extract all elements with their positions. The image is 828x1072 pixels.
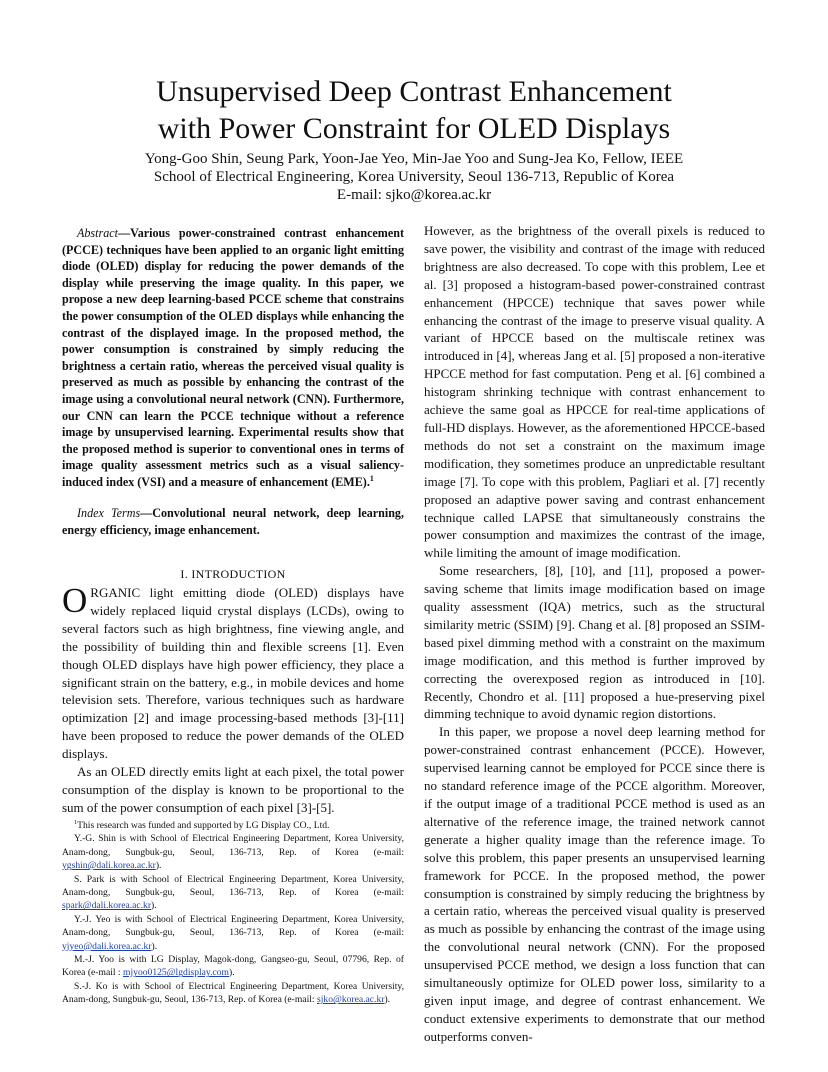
footnote-6-email-link[interactable]: sjko@korea.ac.kr	[317, 994, 385, 1006]
footnote-6-text: S.-J. Ko is with School of Electrical Engineering Department, Korea University, Anam-dong, Sungbuk-gu, Seoul, 136-713, Rep. of Korea (e-mail:	[62, 980, 404, 1006]
drop-cap: O	[62, 581, 88, 620]
index-terms-text: —Convolutional neural network, deep learning, energy efficiency, image enhancement.	[62, 506, 404, 537]
footnote-4-text: Y.-J. Yeo is with School of Electrical Engineering Department, Korea University, Anam-dong, Sungbuk-gu, Seoul, 136-713, Rep. of Korea (e-mail:	[62, 913, 404, 939]
section-heading-introduction: I. INTRODUCTION	[180, 567, 286, 581]
footnote-5-text: M.-J. Yoo is with LG Display, Magok-dong, Gangseo-gu, Seoul, 07796, Rep. of Korea (e-mail :	[62, 954, 404, 979]
footnote-1-mark: 1	[74, 818, 78, 826]
intro-paragraph-1	[62, 581, 404, 763]
introduction-body	[62, 581, 404, 817]
abstract-text: —Various power-constrained contrast enhancement (PCCE) techniques have been applied to an organic light emitting diode (OLED) display for reducing the power demands of the display while preserving the image quality. In this paper, we propose a new deep learning-based PCCE scheme that constrains the power consumption of the OLED displays while enhancing the contrast of the displayed image. In the proposed method, the power consumption is constrained by simply reducing the brightness a certain ratio, whereas the perceived visual quality is preserved as much as possible by enhancing the contrast of the image using a convolutional neural network (CNN). Furthermore, our CNN can learn the PCCE technique without a reference image by unsupervised learning. Experimental results show that the proposed method is superior to conventional ones in terms of image quality assessment metrics such as a visual saliency-induced index (VSI) and a measure of enhancement (EME).	[62, 226, 404, 489]
intro-paragraph-2: As an OLED directly emits light at each pixel, the total power consumption of the display is known to be proportional to the sum of the power consumption of each pixel [3]-[5].	[62, 764, 404, 815]
footnote-2-email-link[interactable]: ygshin@dali.korea.ac.kr	[62, 860, 156, 872]
index-terms	[62, 505, 404, 538]
paper-title-line-2: with Power Constraint for OLED Displays	[157, 112, 671, 145]
footnote-5-email-link[interactable]: mjyoo0125@lgdisplay.com	[123, 967, 230, 979]
footnote-2: Y.-G. Shin is with School of Electrical Engineering Department, Korea University, Anam-dong, Sungbuk-gu, Seoul, 136-713, Rep. of Korea (e-mail: ygshin@dali.korea.ac.kr).	[62, 833, 404, 872]
right-paragraph-2: Some researchers, [8], [10], and [11], proposed a power-saving scheme that limits image modification based on image quality assessment (IQA) metrics, such as the structural similarity metric (SSIM) [9]. Chang et al. [8] proposed an SSIM-based pixel dimming method with a constraint on the maximum image modification, and this method is further improved by correcting the overexposed region as introduced in [10]. Recently, Chondro et al. [11] proposed a hue-preserving pixel dimming technique to avoid dynamic region distortions.	[424, 563, 765, 722]
footnote-4: Y.-J. Yeo is with School of Electrical Engineering Department, Korea University, Anam-dong, Sungbuk-gu, Seoul, 136-713, Rep. of Korea (e-mail: yjyeo@dali.korea.ac.kr).	[62, 913, 404, 952]
footnote-1-text: This research was funded and supported by LG Display CO., Ltd.	[77, 820, 330, 831]
paper-title-line-1: Unsupervised Deep Contrast Enhancement	[156, 75, 672, 108]
abstract-label: Abstract	[77, 226, 118, 240]
index-terms-label: Index Terms	[77, 506, 141, 520]
contact-email: E-mail: sjko@korea.ac.kr	[336, 187, 492, 203]
abstract-footnote-mark: 1	[369, 473, 374, 483]
author-list: Yong-Goo Shin, Seung Park, Yoon-Jae Yeo, Min-Jae Yoo and Sung-Jea Ko, Fellow, IEEE	[144, 151, 684, 167]
footnote-5: M.-J. Yoo is with LG Display, Magok-dong, Gangseo-gu, Seoul, 07796, Rep. of Korea (e-mail : mjyoo0125@lgdisplay.com).	[62, 954, 404, 979]
right-column-body	[424, 222, 765, 1046]
footnote-4-email-link[interactable]: yjyeo@dali.korea.ac.kr	[62, 940, 152, 952]
abstract	[62, 225, 404, 491]
footnote-3-text: S. Park is with School of Electrical Engineering Department, Korea University, Anam-dong, Sungbuk-gu, Seoul, 136-713, Rep. of Korea (e-mail:	[62, 873, 404, 899]
footnote-3-email-link[interactable]: spark@dali.korea.ac.kr	[62, 900, 152, 912]
footnote-2-text: Y.-G. Shin is with School of Electrical Engineering Department, Korea University, Anam-dong, Sungbuk-gu, Seoul, 136-713, Rep. of Korea (e-mail:	[62, 833, 404, 858]
right-paragraph-3: In this paper, we propose a novel deep learning method for power-constrained contrast enhancement (PCCE). However, supervised learning cannot be employed for PCCE since there is no standard reference image of the PCCE algorithm. Moreover, if the output image of a traditional PCCE method is used as an alternative of the reference image, the trained network cannot generate a higher quality image than the reference image. To solve this problem, this paper presents an unsupervised learning framework for PCCE. In the proposed method, the power consumption is constrained by simply reducing the brightness by a certain ratio, whereas the perceived visual quality is preserved as much as possible by enhancing the contrast of the image using the convolutional neural network (CNN). For the proposed unsupervised PCCE method, we design a loss function that can simultaneously optimize for OLED power loss, similarity to a given input image, and degree of contrast enhancement. We conduct extensive experiments to demonstrate that our method outperforms conven-	[424, 724, 765, 1044]
affiliation: School of Electrical Engineering, Korea University, Seoul 136-713, Republic of Korea	[153, 169, 675, 185]
footnote-6: S.-J. Ko is with School of Electrical Engineering Department, Korea University, Anam-dong, Sungbuk-gu, Seoul, 136-713, Rep. of Korea (e-mail: sjko@korea.ac.kr).	[62, 980, 404, 1006]
footnote-1	[62, 819, 404, 832]
footnote-3: S. Park is with School of Electrical Engineering Department, Korea University, Anam-dong, Sungbuk-gu, Seoul, 136-713, Rep. of Korea (e-mail: spark@dali.korea.ac.kr).	[62, 873, 404, 912]
intro-paragraph-1-text: RGANIC light emitting diode (OLED) displays have widely replaced liquid crystal displays (LCDs), owing to several factors such as high brightness, fine viewing angle, and the possibility of building thin and flexible screens [1]. Even though OLED displays have high power efficiency, they place a significant strain on the battery, e.g., in mobile devices and home television sets. Therefore, various techniques such as hardware optimization [2] and image processing-based methods [3]-[11] have been proposed to reduce the power demands of the OLED displays.	[62, 585, 404, 762]
footnotes	[62, 819, 404, 1007]
right-paragraph-1: However, as the brightness of the overall pixels is reduced to save power, the visibility and contrast of the image with reduced brightness are also decreased. To cope with this problem, Lee et al. [3] proposed a histogram-based power-constrained contrast enhancement (HPCCE) technique that saves power while enhancing the contrast of the image to preserve visual quality. A variant of HPCCE based on the multiscale retinex was introduced in [4], whereas Jang et al. [5] proposed a non-iterative HPCCE method for fast computation. Peng et al. [6] combined a histogram shrinking technique with contrast enhancement to achieve the same goal as HPCCE for real-time applications of full-HD displays. However, as the aforementioned HPCCE-based methods do not set a constraint on the maximum image modification, they sometimes produce an unpredictable resultant image [7]. To cope with this problem, Pagliari et al. [7] recently proposed an adaptive power saving and contrast enhancement technique called LAPSE that simultaneously constrains the power consumption and maximizes the contrast of the image, while limiting the amount of image modification.	[424, 223, 766, 561]
